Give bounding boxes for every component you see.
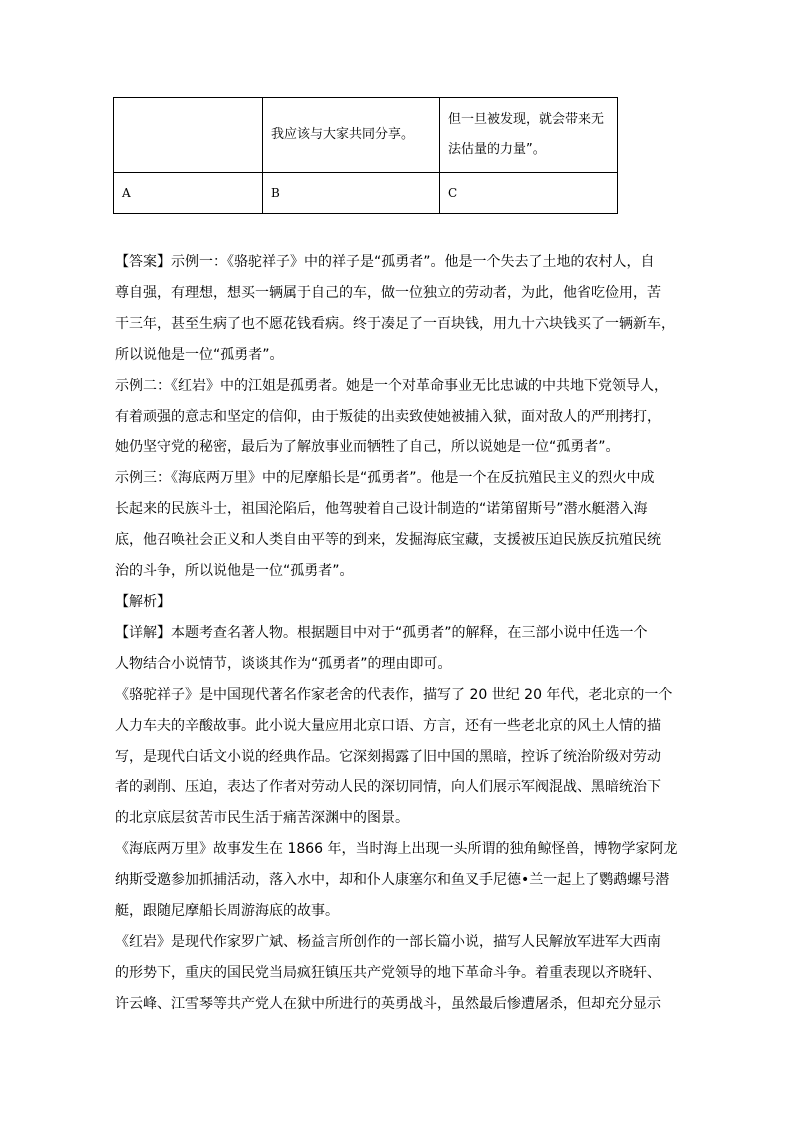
text-line: 示例二：《红岩》中的江姐是孤勇者。她是一个对革命事业无比忠诚的中共地下党领导人， <box>115 377 668 394</box>
table-cell: 我应该与大家共同分享。 <box>263 98 440 173</box>
text-line: 写，是现代白话文小说的经典作品。它深刻揭露了旧中国的黑暗，控诉了统治阶级对劳动 <box>115 748 661 765</box>
text-line: 治的斗争，所以说他是一位“孤勇者”。 <box>115 563 354 580</box>
options-table <box>113 97 618 214</box>
text-line: 底，他召唤社会正义和人类自由平等的到来，发掘海底宝藏，支援被压迫民族反抗殖民统 <box>115 532 661 549</box>
text-line: 许云峰、江雪琴等共产党人在狱中所进行的英勇战斗，虽然最后惨遭屠杀，但却充分显示 <box>115 995 661 1012</box>
table-row <box>114 98 618 173</box>
text-line: 示例三：《海底两万里》中的尼摩船长是“孤勇者”。他是一个在反抗殖民主义的烈火中成 <box>115 470 655 487</box>
text-line: 干三年，甚至生病了也不愿花钱看病。终于凑足了一百块钱，用九十六块钱买了一辆新车， <box>115 315 675 332</box>
text-line: 她仍坚守党的秘密，最后为了解放事业而牺牲了自己，所以说她是一位“孤勇者”。 <box>115 439 620 456</box>
text-line: 的形势下，重庆的国民党当局疯狂镇压共产党领导的地下革命斗争。着重表现以齐晓轩、 <box>115 964 661 981</box>
text-line: 《海底两万里》故事发生在 1866 年，当时海上出现一头所谓的独角鲸怪兽，博物学家阿龙 <box>115 841 678 858</box>
table-cell: 但一旦被发现，就会带来无法估量的力量”。 <box>440 98 618 173</box>
text-line: 【详解】本题考查名著人物。根据题目中对于“孤勇者”的解释，在三部小说中任选一个 <box>115 624 648 641</box>
text-line: 《红岩》是现代作家罗广斌、杨益言所创作的一部长篇小说，描写人民解放军进军大西南 <box>115 933 661 950</box>
table-cell: B <box>263 173 440 214</box>
text-line: 人物结合小说情节，谈谈其作为“孤勇者”的理由即可。 <box>115 655 452 672</box>
text-line: 尊自强，有理想，想买一辆属于自己的车，做一位独立的劳动者，为此，他省吃俭用，苦 <box>115 284 661 301</box>
table-cell: C <box>440 173 618 214</box>
text-line: 【答案】示例一：《骆驼祥子》中的祥子是“孤勇者”。他是一个失去了土地的农村人，自 <box>115 254 655 270</box>
text-line: 的北京底层贫苦市民生活于痛苦深渊中的图景。 <box>115 810 409 827</box>
table-cell <box>114 98 263 173</box>
text-line: 艇，跟随尼摩船长周游海底的故事。 <box>115 903 339 920</box>
text-line: 《骆驼祥子》是中国现代著名作家老舍的代表作，描写了 20 世纪 20 年代，老北京的一个 <box>115 686 673 703</box>
text-line: 人力车夫的辛酸故事。此小说大量应用北京口语、方言，还有一些老北京的风土人情的描 <box>115 717 661 734</box>
text-line: 长起来的民族斗士，祖国沦陷后，他驾驶着自己设计制造的“诺第留斯号”潜水艇潜入海 <box>115 501 648 518</box>
table-cell: A <box>114 173 263 214</box>
text-line: 所以说他是一位“孤勇者”。 <box>115 346 284 363</box>
text-line: 纳斯受邀参加抓捕活动，落入水中，却和仆人康塞尔和鱼叉手尼德•兰一起上了鹦鹉螺号潜 <box>115 872 670 889</box>
text-line: 有着顽强的意志和坚定的信仰，由于叛徒的出卖致使她被捕入狱，面对敌人的严刑拷打， <box>115 408 661 425</box>
text-line: 者的剥削、压迫，表达了作者对劳动人民的深切同情，向人们展示军阀混战、黑暗统治下 <box>115 779 661 796</box>
text-line: 【解析】 <box>115 593 171 610</box>
answer-body <box>115 247 695 1020</box>
table-row <box>114 173 618 214</box>
